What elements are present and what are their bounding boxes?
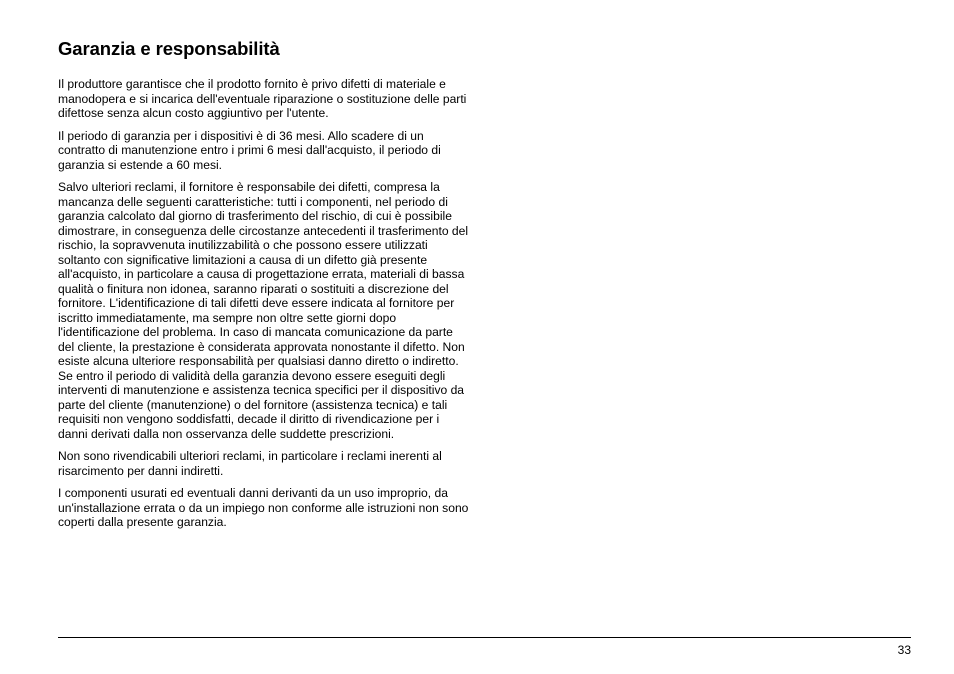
paragraph-excluded-damage: I componenti usurati ed eventuali danni derivanti da un uso improprio, da un'installazione errata o da un impiego non conforme alle istruzioni non sono coperti dalla presente garanzia. xyxy=(58,486,469,529)
footer-divider xyxy=(58,637,911,638)
page-number: 33 xyxy=(897,643,911,657)
paragraph-supplier-liability: Salvo ulteriori reclami, il fornitore è responsabile dei difetti, compresa la mancanza delle seguenti caratteristiche: tutti i componenti, nel periodo di garanzia calcolato dal giorno di trasferimento del rischio, di cui è possibile dimostrare, in conseguenza delle circostanze antecedenti il trasferimento del rischio, la sopravvenuta inutilizzabilità o che possono essere utilizzati soltanto con significative limitazioni a causa di un difetto già presente all'acquisto, in particolare a causa di progettazione errata, materiali di bassa qualità o finitura non idonea, saranno riparati o sostituiti a discrezione del fornitore. L'identificazione di tali difetti deve essere indicata al fornitore per iscritto immediatamente, ma sempre non oltre sette giorni dopo l'identificazione del problema. In caso di mancata comunicazione da parte del cliente, la prestazione è considerata approvata nonostante il difetto. Non esiste alcuna ulteriore responsabilità per qualsiasi danno diretto o indiretto. Se entro il periodo di validità della garanzia devono essere eseguiti degli interventi di manutenzione e assistenza tecnica specifici per il dispositivo da parte del cliente (manutenzione) o del fornitore (assistenza tecnica) e tali requisiti non vengono soddisfatti, decade il diritto di rivendicazione per i danni derivati dalla non osservanza delle suddette prescrizioni. xyxy=(58,180,469,441)
paragraph-warranty-period: Il periodo di garanzia per i dispositivi è di 36 mesi. Allo scadere di un contratto di manutenzione entro i primi 6 mesi dall'acquisto, il periodo di garanzia si estende a 60 mesi. xyxy=(58,128,441,172)
page-title: Garanzia e responsabilità xyxy=(58,38,280,59)
paragraph-manufacturer-guarantee: Il produttore garantisce che il prodotto fornito è privo difetti di materiale e manodopera e si incarica dell'eventuale riparazione o sostituzione delle parti difettose senza alcun costo aggiuntivo per l'utente. xyxy=(58,77,467,120)
paragraph-excluded-claims: Non sono rivendicabili ulteriori reclami, in particolare i reclami inerenti al risarcimento per danni indiretti. xyxy=(58,449,442,478)
document-body xyxy=(58,38,472,538)
